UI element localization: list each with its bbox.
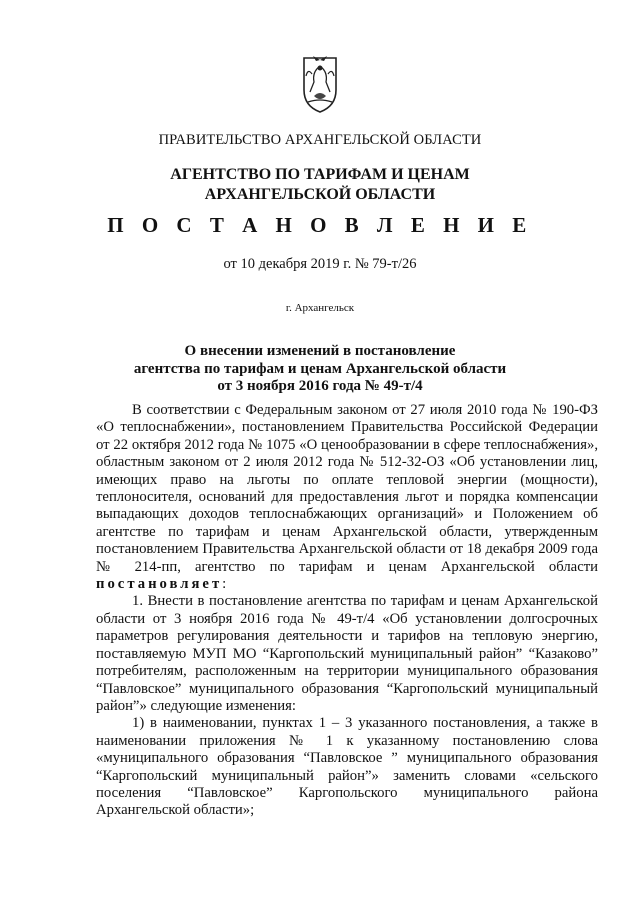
subject-line3: от 3 ноября 2016 года № 49-т/4 [217, 378, 423, 394]
decree-word: постановляет [96, 576, 223, 593]
item-1-paragraph: 1. Внести в постановление агентства по тарифам и ценам Архангельской области от 3 ноября 2016 года № 49-т/4 «Об установлении долгосрочных параметров регулирования деятельности и тарифов на тепловую энергию, поставляемую МУП МО “Каргопольский муниципальный район” “Казаково” потребителям, расположенным на территории муниципального образования “Павловское” муниципального образования “Каргопольский муниципальный район”» следующие изменения: [96, 593, 598, 714]
agency-name [0, 165, 640, 205]
preamble-text: В соответствии с Федеральным законом от 27 июля 2010 года № 190-ФЗ «О теплоснабжении», постановлением Правительства Российской Федерации от 22 октября 2012 года № 1075 «О ценообразовании в сфере теплоснабжения», областным законом от 2 июля 2012 года № 512-32-ОЗ «Об установлении лиц, имеющих право на льготы по оплате тепловой энергии (мощности), теплоносителя, оснований для предоставления льгот и порядка компенсации выпадающих доходов теплоснабжающих организаций» и Положением об агентстве по тарифам и ценам Архангельской области, утвержденным постановлением Правительства Архангельской области от 18 декабря 2009 года № 214-пп, агентство по тарифам и ценам Архангельской области [96, 402, 598, 575]
document-subject [0, 343, 640, 396]
agency-name-line2: АРХАНГЕЛЬСКОЙ ОБЛАСТИ [204, 186, 436, 203]
document-city: г. Архангельск [285, 302, 355, 314]
item-1-1-paragraph: 1) в наименовании, пунктах 1 – 3 указанного постановления, а также в наименовании приложения № 1 к указанному постановлению слова «муниципального образования “Павловское ” муниципального образования “Каргопольский муниципальный район”» заменить словами «сельского поселения “Павловское” Каргопольского муниципального района Архангельской области»; [96, 715, 598, 819]
subject-line1: О внесении изменений в постановление [184, 343, 456, 359]
document-type-title: П О С Т А Н О В Л Е Н И Е [107, 213, 533, 237]
agency-name-line1: АГЕНТСТВО ПО ТАРИФАМ И ЦЕНАМ [170, 166, 470, 183]
government-name: ПРАВИТЕЛЬСТВО АРХАНГЕЛЬСКОЙ ОБЛАСТИ [158, 132, 482, 148]
subject-line2: агентства по тарифам и ценам Архангельской области [133, 360, 507, 377]
coat-of-arms-emblem [300, 52, 340, 114]
document-body [96, 402, 598, 820]
document-date-number: от 10 декабря 2019 г. № 79-т/26 [223, 256, 417, 272]
decree-colon: : [222, 576, 227, 593]
preamble-paragraph [96, 402, 598, 593]
